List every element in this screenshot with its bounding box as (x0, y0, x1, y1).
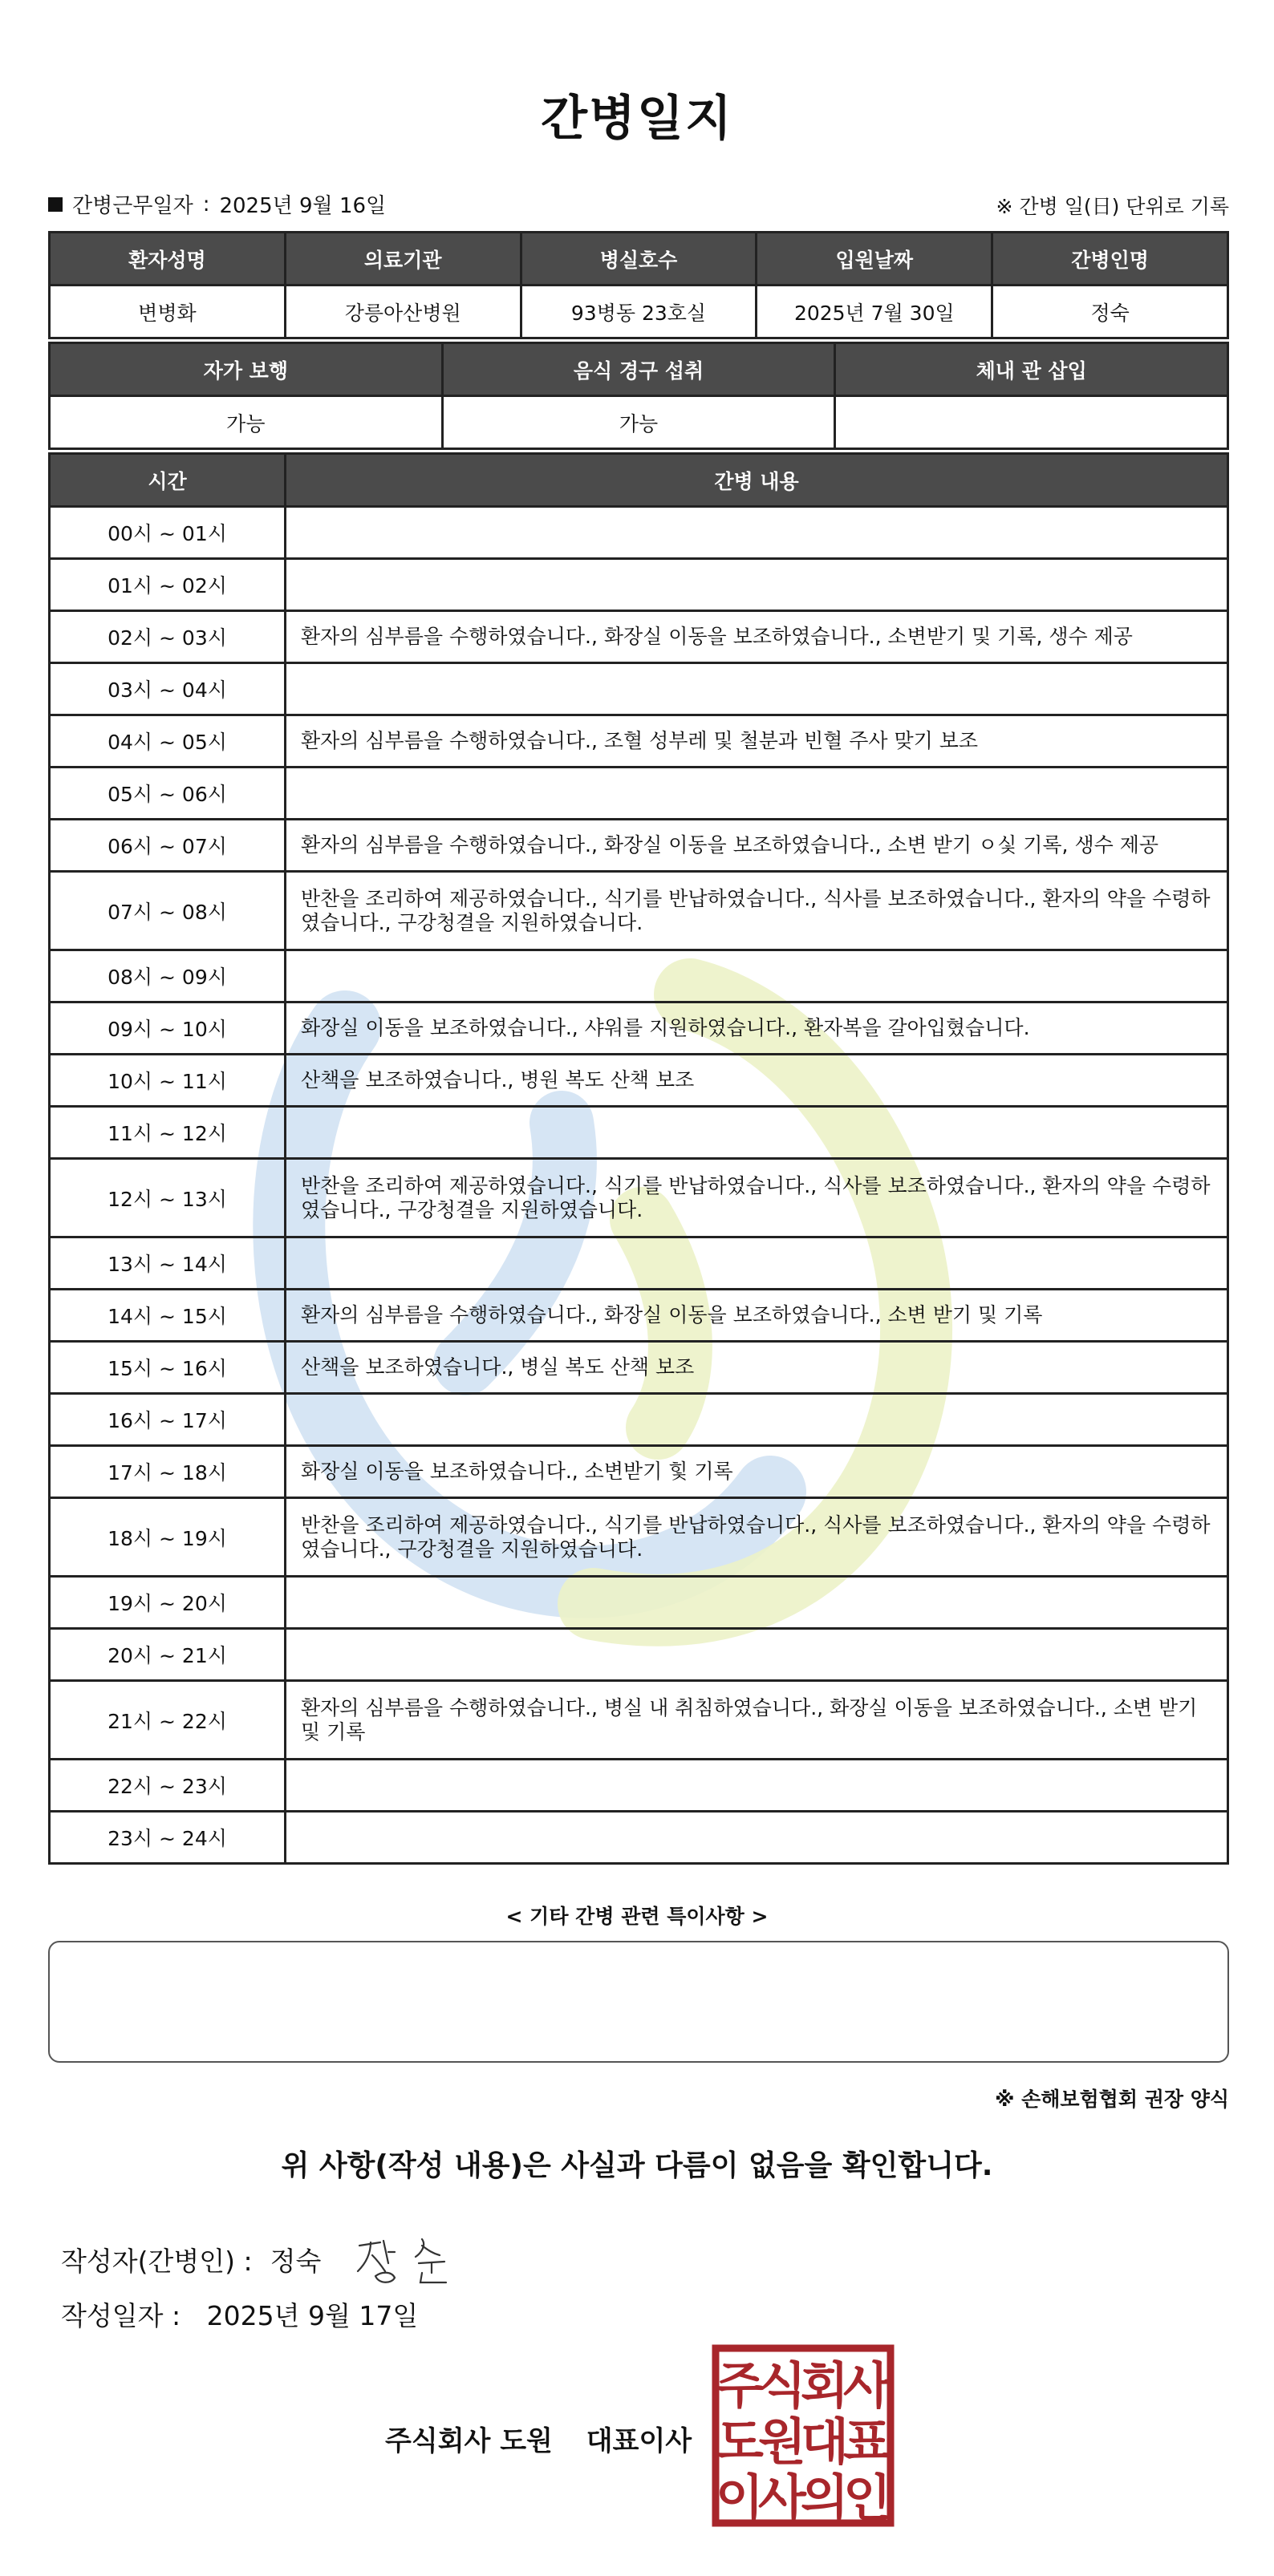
work-date-separator: : (202, 192, 210, 217)
time-slot: 00시 ~ 01시 (50, 507, 286, 559)
care-content (286, 559, 1228, 611)
header-patient-name: 환자성명 (50, 233, 286, 286)
writer-line (61, 2231, 465, 2287)
care-content (286, 1760, 1228, 1812)
care-content (286, 768, 1228, 820)
table-row (50, 1812, 1228, 1864)
header-care-content: 간병 내용 (286, 454, 1228, 507)
care-content: 환자의 심부름을 수행하였습니다., 화장실 이동을 보조하였습니다., 소변받기 및 기록, 생수 제공 (286, 611, 1228, 663)
seal-character: 대 (801, 2412, 849, 2471)
time-slot: 19시 ~ 20시 (50, 1577, 286, 1629)
oral-intake-value: 가능 (442, 396, 835, 449)
time-slot: 11시 ~ 12시 (50, 1107, 286, 1159)
seal-character: 원 (758, 2412, 806, 2471)
table-row (50, 1107, 1228, 1159)
table-row (50, 1681, 1228, 1760)
seal-character: 주 (716, 2356, 764, 2415)
square-bullet-icon (48, 197, 63, 212)
unit-note: ※ 간병 일(日) 단위로 기록 (996, 195, 1229, 218)
time-slot: 02시 ~ 03시 (50, 611, 286, 663)
company-line (385, 2419, 692, 2458)
header-room: 병실호수 (521, 233, 757, 286)
care-content: 화장실 이동을 보조하였습니다., 소변받기 힟 기록 (286, 1446, 1228, 1498)
ability-header-row (50, 343, 1228, 396)
seal-character: 인 (843, 2469, 891, 2527)
seal-character: 의 (801, 2469, 849, 2527)
table-row (50, 559, 1228, 611)
table-row (50, 1577, 1228, 1629)
patient-name: 변병화 (50, 286, 286, 338)
written-date-line (61, 2295, 418, 2333)
time-slot: 07시 ~ 08시 (50, 872, 286, 950)
notes-box (48, 1941, 1229, 2063)
table-row (50, 950, 1228, 1002)
writer-name: 정숙 (270, 2245, 322, 2277)
table-row (50, 1237, 1228, 1290)
care-content (286, 1237, 1228, 1290)
walking-value: 가능 (50, 396, 443, 449)
table-row (50, 1394, 1228, 1446)
time-slot: 04시 ~ 05시 (50, 715, 286, 768)
time-slot: 15시 ~ 16시 (50, 1342, 286, 1394)
care-content (286, 1629, 1228, 1681)
header-time: 시간 (50, 454, 286, 507)
company-name: 주식회사 도원 (385, 2425, 553, 2457)
table-row (50, 1290, 1228, 1342)
work-date-value: 2025년 9월 16일 (219, 194, 387, 218)
seal-character: 회 (801, 2356, 849, 2415)
time-slot: 14시 ~ 15시 (50, 1290, 286, 1342)
table-row (50, 1498, 1228, 1577)
time-slot: 17시 ~ 18시 (50, 1446, 286, 1498)
care-content (286, 950, 1228, 1002)
patient-info-value-row (50, 286, 1228, 338)
time-slot: 03시 ~ 04시 (50, 663, 286, 715)
tube-insertion-value (835, 396, 1228, 449)
care-content (286, 1577, 1228, 1629)
care-schedule-table (48, 452, 1229, 1865)
time-slot: 10시 ~ 11시 (50, 1055, 286, 1107)
time-slot: 22시 ~ 23시 (50, 1760, 286, 1812)
header-tube-insertion: 체내 관 삽입 (835, 343, 1228, 396)
table-row (50, 1629, 1228, 1681)
table-row (50, 872, 1228, 950)
table-row (50, 1342, 1228, 1394)
time-slot: 20시 ~ 21시 (50, 1629, 286, 1681)
company-seal-icon (711, 2343, 895, 2528)
written-date-value: 2025년 9월 17일 (206, 2300, 419, 2331)
patient-info-header-row (50, 233, 1228, 286)
patient-info-table (48, 231, 1229, 339)
care-content: 반찬을 조리하여 제공하였습니다., 식기를 반납하였습니다., 식사를 보조하였습니다., 환자의 약을 수령하였습니다., 구강청결을 지원하였습니다. (286, 1159, 1228, 1237)
care-content (286, 507, 1228, 559)
care-content: 화장실 이동을 보조하였습니다., 샤워를 지원하였습니다., 환자복을 갈아입혔습니다. (286, 1002, 1228, 1055)
time-slot: 16시 ~ 17시 (50, 1394, 286, 1446)
time-slot: 23시 ~ 24시 (50, 1812, 286, 1864)
table-row (50, 1055, 1228, 1107)
page-title: 간병일지 (541, 91, 733, 147)
care-content (286, 663, 1228, 715)
header-walking: 자가 보행 (50, 343, 443, 396)
admission-date: 2025년 7월 30일 (757, 286, 992, 338)
ability-value-row (50, 396, 1228, 449)
time-slot: 12시 ~ 13시 (50, 1159, 286, 1237)
care-content: 반찬을 조리하여 제공하였습니다., 식기를 반납하였습니다., 식사를 보조하였습니다., 환자의 약을 수령하였습니다., 구강청결을 지원하였습니다. (286, 872, 1228, 950)
header-hospital: 의료기관 (285, 233, 521, 286)
table-row (50, 663, 1228, 715)
table-row (50, 611, 1228, 663)
table-row (50, 1159, 1228, 1237)
care-content (286, 1394, 1228, 1446)
time-slot: 18시 ~ 19시 (50, 1498, 286, 1577)
care-content: 산책을 보조하였습니다., 병실 복도 산책 보조 (286, 1342, 1228, 1394)
care-content: 환자의 심부름을 수행하였습니다., 병실 내 취침하였습니다., 화장실 이동을 보조하였습니다., 소변 받기 및 기록 (286, 1681, 1228, 1760)
care-rows (50, 507, 1228, 1864)
seal-character: 이 (716, 2469, 764, 2527)
seal-character: 도 (716, 2412, 764, 2471)
caregiver-name: 정숙 (992, 286, 1228, 338)
care-content (286, 1107, 1228, 1159)
header-oral-intake: 음식 경구 섭취 (442, 343, 835, 396)
care-content: 반찬을 조리하여 제공하였습니다., 식기를 반납하였습니다., 식사를 보조하였습니다., 환자의 약을 수령하였습니다., 구강청결을 지원하였습니다. (286, 1498, 1228, 1577)
care-content (286, 1812, 1228, 1864)
seal-character: 표 (843, 2412, 891, 2471)
handwritten-signature-icon (353, 2231, 465, 2287)
table-row (50, 715, 1228, 768)
table-row (50, 1002, 1228, 1055)
form-note: ※ 손해보험협회 권장 양식 (995, 2088, 1229, 2111)
time-slot: 13시 ~ 14시 (50, 1237, 286, 1290)
time-slot: 06시 ~ 07시 (50, 820, 286, 872)
care-header-row (50, 454, 1228, 507)
hospital-name: 강릉아산병원 (285, 286, 521, 338)
room-number: 93병동 23호실 (521, 286, 757, 338)
time-slot: 01시 ~ 02시 (50, 559, 286, 611)
seal-character: 사 (843, 2356, 891, 2415)
time-slot: 05시 ~ 06시 (50, 768, 286, 820)
table-row (50, 507, 1228, 559)
seal-character: 식 (758, 2356, 806, 2415)
care-content: 환자의 심부름을 수행하였습니다., 화장실 이동을 보조하였습니다., 소변 받기 및 기록 (286, 1290, 1228, 1342)
table-row (50, 1760, 1228, 1812)
header-admission-date: 입원날짜 (757, 233, 992, 286)
table-row (50, 1446, 1228, 1498)
care-content: 환자의 심부름을 수행하였습니다., 조혈 성부레 및 철분과 빈혈 주사 맞기 보조 (286, 715, 1228, 768)
table-row (50, 820, 1228, 872)
header-caregiver: 간병인명 (992, 233, 1228, 286)
notes-title: < 기타 간병 관련 특이사항 > (505, 1905, 769, 1928)
time-slot: 08시 ~ 09시 (50, 950, 286, 1002)
confirmation-statement: 위 사항(작성 내용)은 사실과 다름이 없음을 확인합니다. (281, 2149, 993, 2182)
written-date-label: 작성일자 : (61, 2300, 181, 2331)
work-date-label: 간병근무일자 (72, 194, 193, 218)
writer-label: 작성자(간병인) : (61, 2245, 253, 2277)
patient-ability-table (48, 342, 1229, 450)
care-content: 산책을 보조하였습니다., 병원 복도 산책 보조 (286, 1055, 1228, 1107)
work-date (48, 189, 386, 219)
care-content: 환자의 심부름을 수행하였습니다., 화장실 이동을 보조하였습니다., 소변 받기 ㅇ싳 기록, 생수 제공 (286, 820, 1228, 872)
company-representative: 대표이사 (586, 2425, 692, 2457)
time-slot: 09시 ~ 10시 (50, 1002, 286, 1055)
table-row (50, 768, 1228, 820)
seal-character: 사 (758, 2469, 806, 2527)
time-slot: 21시 ~ 22시 (50, 1681, 286, 1760)
